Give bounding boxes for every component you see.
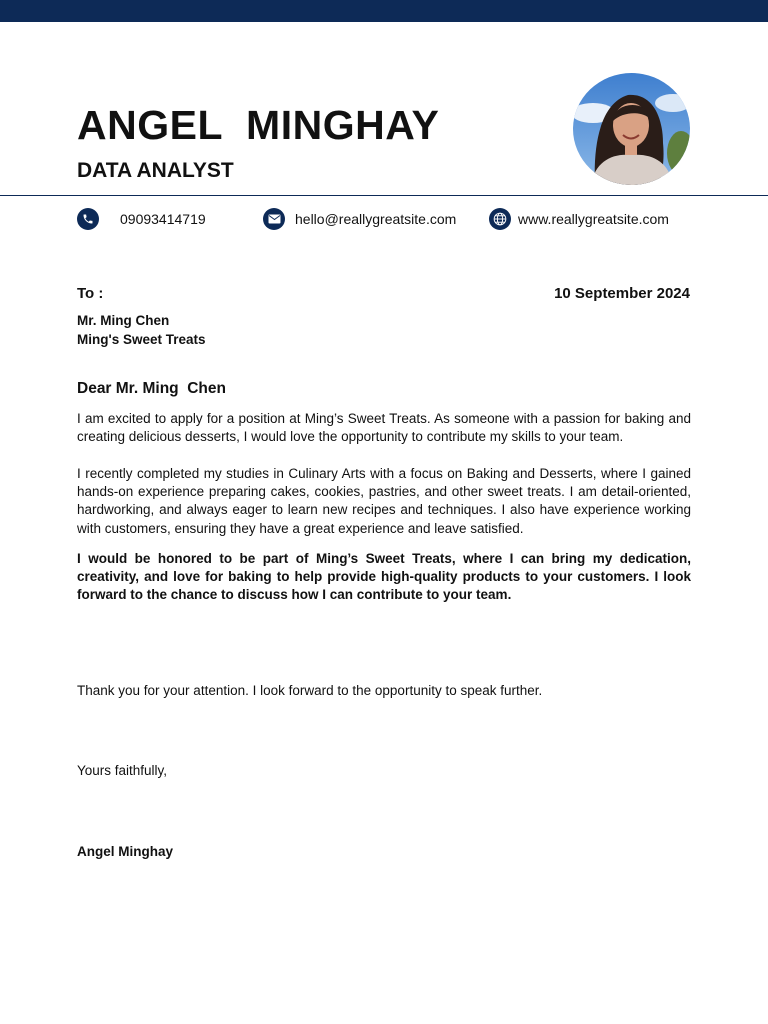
- applicant-name: ANGEL MINGHAY: [77, 102, 440, 148]
- header-divider: [0, 195, 768, 196]
- salutation: Dear Mr. Ming Chen: [77, 380, 226, 397]
- contact-phone: [77, 207, 206, 231]
- profile-photo: [573, 73, 690, 185]
- phone-number[interactable]: 09093414719: [120, 211, 206, 227]
- globe-icon: [489, 208, 511, 230]
- recipient-name: Mr. Ming Chen: [77, 313, 170, 328]
- recipient-company: Ming's Sweet Treats: [77, 332, 206, 347]
- profile-photo-illustration: [573, 73, 690, 185]
- thanks-line: Thank you for your attention. I look forward to the opportunity to speak further.: [77, 683, 543, 698]
- letter-date: 10 September 2024: [554, 285, 690, 302]
- website-url[interactable]: www.reallygreatsite.com: [518, 211, 669, 227]
- body-paragraph: I recently completed my studies in Culinary Arts with a focus on Baking and Desserts, where I gained hands-on experience preparing cakes, cookies, pastries, and other sweet treats. I am detail-oriented, hardworking, and always eager to learn new recipes and techniques. I also have experience working with customers, ensuring they have a great experience and leave satisfied.: [77, 466, 691, 536]
- to-label: To :: [77, 285, 104, 302]
- phone-icon: [77, 208, 99, 230]
- email-address[interactable]: hello@reallygreatsite.com: [295, 211, 457, 227]
- contact-email: [263, 207, 456, 231]
- closing-line: Yours faithfully,: [77, 763, 168, 778]
- top-accent-bar: [0, 0, 768, 22]
- body-paragraph-emphasis: I would be honored to be part of Ming’s Sweet Treats, where I can bring my dedication, creativity, and love for baking to help provide high-quality products to your customers. I look forward to the chance to discuss how I can contribute to your team.: [77, 551, 691, 603]
- signature-name: Angel Minghay: [77, 844, 174, 859]
- job-title: DATA ANALYST: [77, 159, 234, 182]
- body-paragraph: I am excited to apply for a position at Ming’s Sweet Treats. As someone with a passion for baking and creating delicious desserts, I would love the opportunity to contribute my skills to your team.: [77, 411, 691, 445]
- mail-icon: [263, 208, 285, 230]
- contact-website: [489, 207, 669, 231]
- recipient-block: [77, 311, 206, 349]
